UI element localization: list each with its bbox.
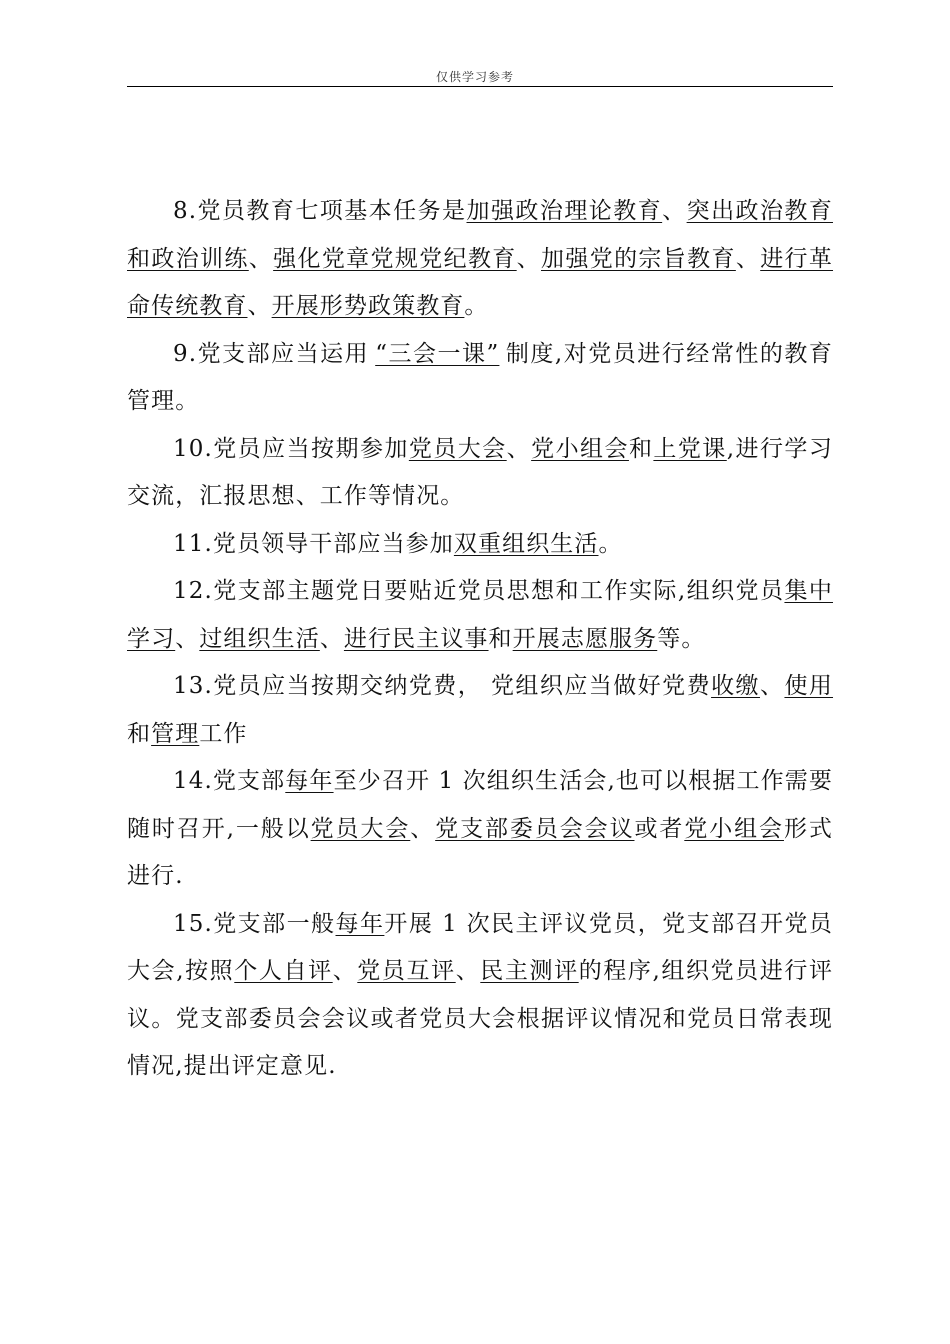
paragraph-text: 至少召开 1 次组织生活会,也可以根据工作需要随时召开,一般以 (127, 768, 833, 842)
header-divider (127, 86, 833, 87)
paragraph-text: ,进行学习交流，汇报思想、工作等情况。 (127, 435, 833, 509)
underlined-answer: 使用 (784, 673, 834, 699)
paragraph-text: 。 (464, 293, 489, 319)
underlined-answer: 进行革命传统教育 (127, 245, 834, 319)
underlined-answer: 每年 (335, 910, 385, 937)
paragraph-text: 13.党员应当按期交纳党费， 党组织应当做好党费 (173, 673, 712, 699)
paragraph-text: 14.党支部 (173, 768, 286, 794)
underlined-answer: 双重组织生活 (453, 530, 599, 557)
underlined-answer: 加强政治理论教育 (466, 198, 663, 224)
underlined-answer: 党小组会 (684, 815, 784, 842)
underlined-answer: 突出政治教育和政治训练 (127, 198, 833, 272)
underlined-answer: 进行民主议事 (343, 625, 489, 652)
paragraph-text: 和 (127, 720, 152, 747)
paragraph-text: 、 (332, 958, 358, 984)
underlined-answer: 每年 (285, 768, 334, 794)
document-body (127, 188, 833, 1091)
page-header: 仅供学习参考 (435, 70, 514, 84)
paragraph-text: 8.党员教育七项基本任务是 (173, 198, 467, 224)
paragraph-item (127, 188, 833, 331)
paragraph-item (127, 758, 833, 901)
paragraph-text: 等。 (657, 625, 706, 652)
paragraph-text: 、 (735, 245, 761, 272)
paragraph-text: 、 (248, 245, 274, 272)
paragraph-text: 工作 (199, 720, 248, 747)
paragraph-item (127, 521, 833, 569)
underlined-answer: 党员大会 (310, 815, 411, 842)
paragraph-text: 和 (628, 435, 654, 462)
underlined-answer: 管理 (151, 720, 200, 747)
underlined-answer: 党员互评 (357, 958, 456, 984)
paragraph-text: 、 (759, 673, 785, 699)
underlined-answer: “三会一课” (375, 340, 500, 367)
underlined-answer: 强化党章党规党纪教育 (273, 245, 517, 272)
paragraph-text: 11.党员领导干部应当参加 (173, 530, 454, 557)
underlined-answer: 个人自评 (234, 958, 333, 984)
underlined-answer: 加强党的宗旨教育 (541, 245, 736, 272)
paragraph-text: 、 (662, 198, 687, 224)
underlined-answer: 上党课 (653, 435, 727, 462)
paragraph-text: 形式进行. (127, 815, 833, 889)
paragraph-text: 、 (506, 435, 532, 462)
underlined-answer: 党支部委员会会议 (435, 815, 635, 842)
paragraph-text: 9.党支部应当运用 (173, 340, 370, 367)
underlined-answer: 党员大会 (408, 435, 507, 462)
underlined-answer: 过组织生活 (199, 625, 320, 652)
paragraph-text: 、 (516, 245, 542, 272)
paragraph-item (127, 901, 833, 1091)
underlined-answer: 党小组会 (531, 435, 629, 462)
paragraph-text: 、 (455, 958, 481, 984)
paragraph-text: 10.党员应当按期参加 (173, 435, 409, 462)
paragraph-item (127, 663, 833, 758)
paragraph-text: 制度,对党员进行经常性的教育管理。 (127, 340, 833, 414)
paragraph-text: 和 (488, 625, 513, 652)
paragraph-text: 的程序,组织党员进行评议。党支部委员会会议或者党员大会根据评议情况和党员日常表现情况,提出评定意见. (127, 958, 834, 1079)
paragraph-text: 、 (175, 625, 200, 652)
underlined-answer: 开展形势政策教育 (271, 293, 465, 319)
paragraph-text: 。 (598, 530, 623, 557)
paragraph-text: 、 (410, 815, 436, 842)
paragraph-text: 、 (319, 625, 344, 652)
paragraph-item (127, 568, 833, 663)
paragraph-item (127, 426, 833, 521)
paragraph-text: 12.党支部主题党日要贴近党员思想和工作实际,组织党员 (173, 578, 785, 604)
paragraph-text: 15.党支部一般 (173, 910, 336, 937)
underlined-answer: 收缴 (711, 673, 760, 699)
underlined-answer: 民主测评 (480, 958, 579, 984)
paragraph-text: 开展 1 次民主评议党员，党支部召开党员大会,按照 (127, 910, 833, 984)
underlined-answer: 集中学习 (127, 578, 833, 652)
paragraph-text: 、 (247, 293, 272, 319)
paragraph-item (127, 331, 833, 426)
underlined-answer: 开展志愿服务 (512, 625, 658, 652)
paragraph-text: 或者 (634, 815, 685, 842)
